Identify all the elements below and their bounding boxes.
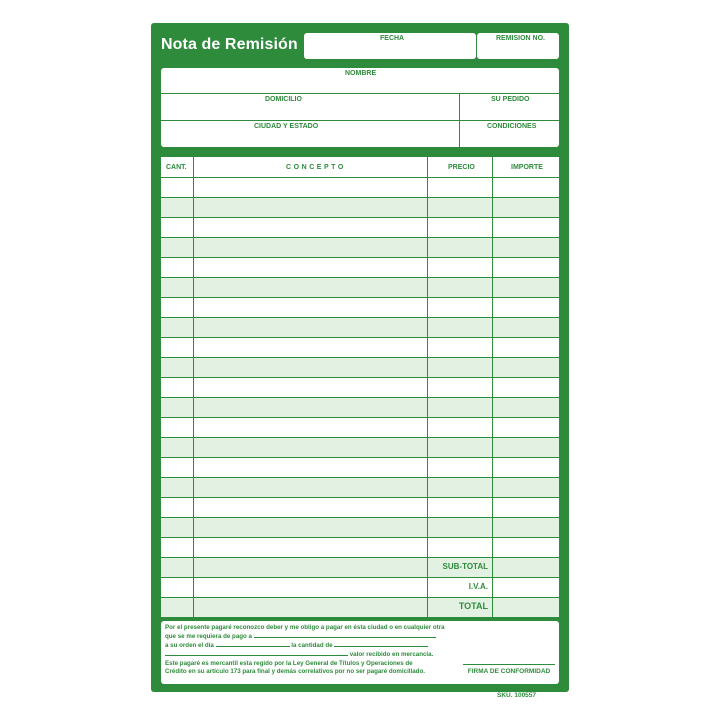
concepto-cell[interactable] <box>194 178 427 197</box>
concepto-cell[interactable] <box>194 318 427 337</box>
table-row <box>161 318 559 337</box>
table-row <box>161 338 559 357</box>
importe-cell[interactable] <box>493 378 559 397</box>
legal-line-6: Crédito en su artículo 173 para final y demás correlativos por no ser pagaré domicillado. <box>165 668 425 675</box>
cant-cell[interactable] <box>161 478 193 497</box>
precio-cell[interactable] <box>428 298 492 317</box>
su-pedido-label: SU PEDIDO <box>491 96 530 103</box>
concepto-cell[interactable] <box>194 558 427 577</box>
cant-cell[interactable] <box>161 198 193 217</box>
precio-cell[interactable] <box>428 358 492 377</box>
table-row <box>161 458 559 477</box>
column-header-concepto: C O N C E P T O <box>194 157 427 177</box>
concepto-cell[interactable] <box>194 298 427 317</box>
legal-line-3a-text: a su orden el día <box>165 642 214 649</box>
cant-cell[interactable] <box>161 338 193 357</box>
cant-cell[interactable] <box>161 498 193 517</box>
column-header-importe: IMPORTE <box>493 157 559 177</box>
cant-cell[interactable] <box>161 258 193 277</box>
condiciones-label: CONDICIONES <box>487 123 537 130</box>
precio-cell[interactable] <box>428 538 492 557</box>
concepto-cell[interactable] <box>194 218 427 237</box>
importe-cell[interactable] <box>493 178 559 197</box>
precio-cell[interactable] <box>428 418 492 437</box>
legal-line-4 <box>165 650 433 658</box>
item-rows <box>161 178 559 612</box>
importe-cell[interactable] <box>493 558 559 577</box>
precio-cell[interactable] <box>428 558 492 577</box>
importe-cell[interactable] <box>493 498 559 517</box>
signature-line[interactable] <box>463 664 555 665</box>
precio-cell[interactable] <box>428 398 492 417</box>
table-row <box>161 278 559 297</box>
totals-row <box>161 558 559 577</box>
payee-blank[interactable] <box>254 632 436 638</box>
concepto-cell[interactable] <box>194 578 427 597</box>
importe-cell[interactable] <box>493 458 559 477</box>
precio-cell[interactable] <box>428 438 492 457</box>
table-row <box>161 378 559 397</box>
legal-line-2 <box>165 632 436 640</box>
divider <box>161 120 559 121</box>
concepto-cell[interactable] <box>194 398 427 417</box>
concepto-cell[interactable] <box>194 498 427 517</box>
precio-cell[interactable] <box>428 258 492 277</box>
importe-cell[interactable] <box>493 238 559 257</box>
table-row <box>161 538 559 557</box>
domicilio-label: DOMICILIO <box>265 96 302 103</box>
table-row <box>161 218 559 237</box>
cant-cell[interactable] <box>161 538 193 557</box>
cant-cell[interactable] <box>161 318 193 337</box>
importe-cell[interactable] <box>493 398 559 417</box>
importe-cell[interactable] <box>493 438 559 457</box>
importe-cell[interactable] <box>493 418 559 437</box>
importe-cell[interactable] <box>493 518 559 537</box>
remission-form <box>151 23 569 699</box>
concepto-cell[interactable] <box>194 438 427 457</box>
legal-line-1: Por el presente pagaré reconozco deber y me obligo a pagar en ésta ciudad o en cualquier otra <box>165 624 445 631</box>
concepto-cell[interactable] <box>194 278 427 297</box>
table-row <box>161 358 559 377</box>
cant-cell[interactable] <box>161 238 193 257</box>
table-row <box>161 478 559 497</box>
importe-cell[interactable] <box>493 538 559 557</box>
totals-row <box>161 578 559 597</box>
totals-label: TOTAL <box>458 601 488 611</box>
precio-cell[interactable] <box>428 238 492 257</box>
concepto-cell[interactable] <box>194 598 427 617</box>
table-row <box>161 258 559 277</box>
table-row <box>161 498 559 517</box>
importe-cell[interactable] <box>493 358 559 377</box>
concepto-cell[interactable] <box>194 458 427 477</box>
nombre-label: NOMBRE <box>345 70 377 77</box>
table-row <box>161 438 559 457</box>
table-row <box>161 418 559 437</box>
cant-cell[interactable] <box>161 458 193 477</box>
precio-cell[interactable] <box>428 178 492 197</box>
form-title: Nota de Remisión <box>161 36 298 53</box>
precio-cell[interactable] <box>428 378 492 397</box>
column-header-cant: CANT. <box>161 157 193 177</box>
precio-cell[interactable] <box>428 598 492 617</box>
totals-label: SUB-TOTAL <box>442 562 488 571</box>
importe-cell[interactable] <box>493 198 559 217</box>
precio-cell[interactable] <box>428 478 492 497</box>
amount-words-blank[interactable] <box>165 650 348 656</box>
importe-cell[interactable] <box>493 578 559 597</box>
fecha-field[interactable] <box>304 33 476 59</box>
cant-cell[interactable] <box>161 298 193 317</box>
cant-cell[interactable] <box>161 358 193 377</box>
legal-line-3 <box>165 641 428 649</box>
table-row <box>161 198 559 217</box>
cant-cell[interactable] <box>161 378 193 397</box>
column-header-precio: PRECIO <box>428 157 492 177</box>
importe-cell[interactable] <box>493 338 559 357</box>
table-row <box>161 298 559 317</box>
precio-cell[interactable] <box>428 498 492 517</box>
cant-cell[interactable] <box>161 178 193 197</box>
client-info-box <box>161 68 559 147</box>
precio-cell[interactable] <box>428 318 492 337</box>
concepto-cell[interactable] <box>194 358 427 377</box>
importe-cell[interactable] <box>493 278 559 297</box>
concepto-cell[interactable] <box>194 518 427 537</box>
totals-label: I.V.A. <box>468 582 488 591</box>
precio-cell[interactable] <box>428 218 492 237</box>
table-row <box>161 238 559 257</box>
precio-cell[interactable] <box>428 518 492 537</box>
concepto-cell[interactable] <box>194 418 427 437</box>
amount-blank[interactable] <box>334 641 428 647</box>
ciudad-estado-label: CIUDAD Y ESTADO <box>254 123 319 130</box>
concepto-cell[interactable] <box>194 478 427 497</box>
pagare-box <box>161 621 559 684</box>
precio-cell[interactable] <box>428 198 492 217</box>
legal-line-4-text: valor recibido en mercancía. <box>349 651 434 658</box>
precio-cell[interactable] <box>428 578 492 597</box>
concepto-cell[interactable] <box>194 338 427 357</box>
divider <box>161 93 559 94</box>
precio-cell[interactable] <box>428 338 492 357</box>
importe-cell[interactable] <box>493 218 559 237</box>
cant-cell[interactable] <box>161 218 193 237</box>
table-row <box>161 398 559 417</box>
fecha-label: FECHA <box>380 35 405 42</box>
precio-cell[interactable] <box>428 278 492 297</box>
legal-line-5: Este pagaré es mercantil esta regido por la Ley General de Títulos y Operaciones de <box>165 660 413 667</box>
table-row <box>161 178 559 197</box>
cant-cell[interactable] <box>161 398 193 417</box>
remision-number-field[interactable] <box>477 33 559 59</box>
importe-cell[interactable] <box>493 318 559 337</box>
cant-cell[interactable] <box>161 278 193 297</box>
importe-cell[interactable] <box>493 478 559 497</box>
cant-cell[interactable] <box>161 438 193 457</box>
legal-line-3b-text: la cantidad de <box>291 642 333 649</box>
concepto-cell[interactable] <box>194 258 427 277</box>
cant-cell[interactable] <box>161 518 193 537</box>
cant-cell[interactable] <box>161 558 193 577</box>
legal-line-2-text: que se me requiera de pago a <box>165 633 252 640</box>
table-row <box>161 518 559 537</box>
concepto-cell[interactable] <box>194 198 427 217</box>
concepto-cell[interactable] <box>194 238 427 257</box>
date-blank[interactable] <box>216 641 290 647</box>
totals-row <box>161 598 559 617</box>
cant-cell[interactable] <box>161 598 193 617</box>
concepto-cell[interactable] <box>194 538 427 557</box>
importe-cell[interactable] <box>493 598 559 617</box>
concepto-cell[interactable] <box>194 378 427 397</box>
precio-cell[interactable] <box>428 458 492 477</box>
cant-cell[interactable] <box>161 578 193 597</box>
importe-cell[interactable] <box>493 298 559 317</box>
remision-number-label: REMISION NO. <box>496 35 546 42</box>
cant-cell[interactable] <box>161 418 193 437</box>
importe-cell[interactable] <box>493 258 559 277</box>
signature-label: FIRMA DE CONFORMIDAD <box>467 668 551 675</box>
sku-label: SKU. 100557 <box>497 692 537 699</box>
